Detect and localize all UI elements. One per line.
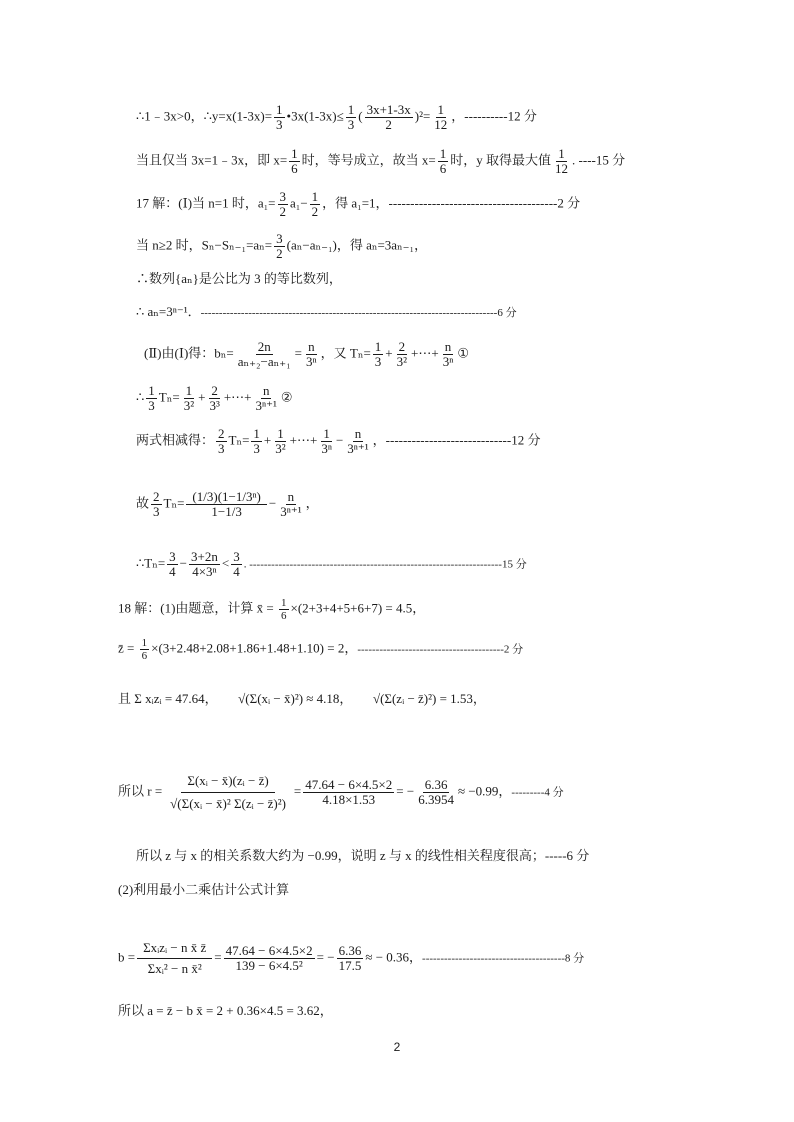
line-19: 所以 a = z̄ − b x̄ = 2 + 0.36×4.5 = 3.62， (118, 1003, 333, 1018)
line-12: 18 解：(1)由题意，计算 x̄ = $\frac{1}{6}$ ×(2+3+4+5+6+7) = 4.5， (118, 597, 426, 622)
fraction: $\frac{n}{\text{3ⁿ}}$ (306, 339, 317, 369)
page-number: 2 (393, 1040, 401, 1054)
score-text: . ---------------------------------------------------------------------15 分 (243, 558, 527, 571)
fraction: $\frac{1}{3}$ (253, 426, 260, 456)
fraction: $\frac{47.64 - 6\times 4.5\times 2}{\text{139 − 6×4.5²}}$ (225, 943, 313, 973)
line-18: b = $\frac{\text{Σxᵢzᵢ − n x̄ z̄}}{\text{Σxᵢ² − n x̄²}}$ = $\frac{47.64 - 6\times 4.5\times 2}{\text{139 − 6×4.5²}}$ = − $\frac{6.36}{17.5}$ ≈ − 0.36，---------------------------------------8 分 (118, 938, 584, 979)
fraction: $\frac{6.36}{6.3954}$ (418, 777, 454, 807)
text: 当 n≥2 时，Sₙ−Sₙ₋₁=aₙ= (136, 237, 273, 253)
text: •3x(1-3x)≤ (286, 108, 344, 124)
fraction: $\frac{n}{\text{3ⁿ⁺¹}}$ (280, 489, 302, 519)
line-11: ∴Tₙ= $\frac{3}{4}$ − $\frac{3+2n}{\text{4×3ⁿ}}$ < $\frac{3}{4}$ . ---------------------------------------------------------------------15 分 (136, 549, 527, 579)
line-8: ∴ $\frac{1}{3}$ Tₙ= $\frac{1}{\text{3²}}$ + $\frac{2}{\text{3³}}$ +⋯+ $\frac{n}{\text{3ⁿ⁺¹}}$ ② (136, 383, 293, 413)
text: 17 解：(Ⅰ)当 n=1 时，a₁= (136, 195, 276, 211)
compound-fraction: $\frac{\text{Σxᵢzᵢ − n x̄ z̄}}{\text{Σxᵢ² − n x̄²}}$ (137, 938, 212, 979)
text: 当且仅当 3x=1﹣3x，即 x= (136, 152, 288, 168)
text: ∴数列{aₙ}是公比为 3 的等比数列， (136, 271, 342, 286)
compound-fraction: $\frac{\text{Σ(xᵢ − x̄)(zᵢ − z̄)}}{\text{√(Σ(xᵢ − x̄)² Σ(zᵢ − z̄)²)}}$ (164, 770, 292, 815)
score-text: ，-----------------------------12 分 (372, 432, 541, 448)
fraction: $\frac{2n}{\text{aₙ₊₂−aₙ₊₁}}$ (237, 339, 291, 369)
line-6 (136, 303, 517, 322)
fraction: $\frac{2}{3}$ (153, 489, 160, 519)
text: (Ⅱ)由(Ⅰ)得：bₙ= (144, 345, 234, 361)
text: ，又 Tₙ= (320, 345, 371, 361)
text: ∴1﹣3x>0，∴y=x(1-3x)= (136, 108, 273, 124)
fraction: $\frac{1}{2}$ (311, 189, 319, 219)
fraction: $\frac{1}{12}$ (555, 146, 569, 176)
text: ∴ aₙ=3ⁿ⁻¹． (136, 304, 201, 319)
fraction: $\frac{1}{\text{3²}}$ (275, 426, 286, 456)
text: 时，y 取得最大值 (450, 152, 552, 168)
fraction: $\frac{3}{2}$ (279, 189, 287, 219)
score-text: ，得 a₁=1，---------------------------------------2 分 (322, 195, 581, 211)
line-7: (Ⅱ)由(Ⅰ)得：bₙ= $\frac{2n}{\text{aₙ₊₂−aₙ₊₁}}$ = $\frac{n}{\text{3ⁿ}}$ ，又 Tₙ= $\frac{1}{3}$ + $\frac{2}{\text{3²}}$ +⋯+ $\frac{n}{\text{3ⁿ}}$ ① (144, 339, 469, 369)
fraction: $\frac{n}{\text{3ⁿ⁺¹}}$ (255, 383, 277, 413)
fraction: $\frac{1}{3}$ (347, 102, 355, 132)
fraction: $\frac{1}{6}$ (439, 146, 447, 176)
fraction: $\frac{n}{\text{3ⁿ}}$ (442, 339, 454, 369)
fraction: $\frac{2}{\text{3²}}$ (396, 339, 408, 369)
text: a₁− (290, 195, 308, 211)
fraction: $\frac{1}{3}$ (276, 102, 283, 132)
fraction: $\frac{47.64 - 6\times 4.5\times 2}{4.18\times 1.53}$ (305, 777, 393, 807)
line-5 (136, 270, 342, 288)
text: 时，等号成立，故当 x= (301, 152, 436, 168)
line-13: z̄ = $\frac{1}{6}$ ×(3+2.48+2.08+1.86+1.48+1.10) = 2，----------------------------------------2 分 (118, 637, 524, 662)
fraction: $\frac{1}{6}$ (141, 637, 148, 662)
fraction: $\frac{1}{\text{3ⁿ}}$ (321, 426, 332, 456)
score-text: ，----------12 分 (451, 108, 537, 124)
circled-number: ① (457, 345, 469, 361)
fraction: $\frac{3x+1-3x}{2}$ (366, 102, 411, 132)
text: )²= (414, 108, 431, 124)
fraction: $\frac{1}{\text{3²}}$ (183, 383, 195, 413)
compound-fraction: $\frac{\text{(1/3)(1−1/3ⁿ)}}{1-1/3}$ (186, 490, 266, 519)
fraction: $\frac{n}{\text{3ⁿ⁺¹}}$ (347, 426, 369, 456)
score-text: ---------------------------------------------------------------------------------6 分 (200, 307, 517, 319)
circled-number: ② (280, 389, 293, 405)
fraction: $\frac{3}{2}$ (276, 231, 283, 261)
line-9: 两式相减得： $\frac{2}{3}$ Tₙ= $\frac{1}{3}$ + $\frac{1}{\text{3²}}$ +⋯+ $\frac{1}{\text{3ⁿ}}$ − $\frac{n}{\text{3ⁿ⁺¹}}$ ，-----------------------------12 分 (136, 426, 541, 456)
fraction: $\frac{3}{4}$ (233, 549, 240, 579)
fraction: $\frac{1}{3}$ (148, 383, 155, 413)
line-1: ∴1﹣3x>0，∴y=x(1-3x)= $\frac{1}{3}$ •3x(1-3x)≤ $\frac{1}{3}$ ( $\frac{3x+1-3x}{2}$ )²= $\frac{1}{12}$ ，----------12 分 (136, 102, 537, 132)
line-10: 故 $\frac{2}{3}$ Tₙ= $\frac{\text{(1/3)(1−1/3ⁿ)}}{1-1/3}$ − $\frac{n}{\text{3ⁿ⁺¹}}$ ， (136, 489, 319, 519)
line-4 (136, 232, 427, 261)
fraction: $\frac{3}{4}$ (169, 549, 176, 579)
line-2 (136, 147, 625, 176)
score-text: ----------------------------------------2 分 (357, 643, 524, 656)
score-text: . ----15 分 (572, 152, 626, 168)
line-17: (2)利用最小二乘估计公式计算 (118, 882, 290, 897)
score-text: ---------4 分 (511, 786, 564, 799)
fraction: $\frac{1}{12}$ (434, 102, 448, 132)
fraction: $\frac{1}{6}$ (291, 146, 298, 176)
fraction: $\frac{1}{3}$ (374, 339, 382, 369)
fraction: $\frac{6.36}{17.5}$ (338, 943, 362, 973)
line-16: 所以 z 与 x 的相关系数大约为 −0.99，说明 z 与 x 的线性相关程度很高；-----6 分 (136, 848, 590, 863)
fraction: $\frac{3+2n}{\text{4×3ⁿ}}$ (191, 549, 218, 579)
score-text: ---------------------------------------8 分 (422, 952, 585, 965)
fraction: $\frac{2}{\text{3³}}$ (209, 383, 220, 413)
line-3 (136, 190, 580, 219)
line-14: 且 Σ xᵢzᵢ = 47.64， √(Σ(xᵢ − x̄)²) ≈ 4.18， √(Σ(zᵢ − z̄)²) = 1.53， (118, 691, 486, 706)
fraction: $\frac{2}{3}$ (218, 426, 225, 456)
text: (aₙ−aₙ₋₁)，得 aₙ=3aₙ₋₁， (286, 237, 428, 253)
line-15: 所以 r = $\frac{\text{Σ(xᵢ − x̄)(zᵢ − z̄)}}{\text{√(Σ(xᵢ − x̄)² Σ(zᵢ − z̄)²)}}$ = $\frac{47.64 - 6\times 4.5\times 2}{4.18\times 1.53}$ = − $\frac{6.36}{6.3954}$ ≈ −0.99，---------4 分 (118, 770, 564, 815)
fraction: $\frac{1}{6}$ (281, 597, 287, 622)
